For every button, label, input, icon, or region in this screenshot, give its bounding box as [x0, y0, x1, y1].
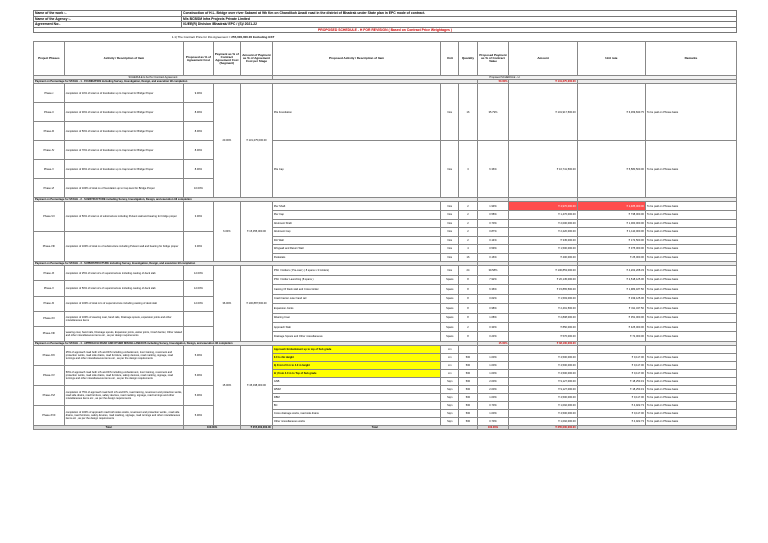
phase-cell: Phase-XI [34, 296, 65, 311]
proposed-pct-cell: 0.16% [477, 253, 509, 262]
unit-cell: Nos [441, 245, 459, 254]
proposed-pct-cell: 39.58% [477, 266, 509, 275]
section-title: Payment on Percentage for STAGE - 4 - APPROACH ROAD AND OTHER MISCELLANEOUS including Survey, Investigation, Design, and execution till completion [34, 341, 478, 345]
remarks-cell: To be paid on Phrase basis [645, 385, 736, 393]
qty-cell: 500 [459, 377, 477, 385]
unit-rate-cell: ₹ 5,580,500.00 [577, 141, 645, 198]
col-project-phases: Project Phases [34, 42, 65, 76]
col-unit: Unit [441, 42, 459, 76]
stage-pct-cell: 20.00% [213, 84, 240, 198]
unit-cell: Nos [441, 253, 459, 262]
unit-rate-cell: ₹ 311,437.50 [577, 304, 645, 313]
remarks-cell: To be paid on Phrase basis [645, 401, 736, 409]
proposed-item-cell: GSB [272, 377, 440, 385]
proposed-pct-cell: 0.62% [477, 294, 509, 303]
unit-cell: Sqm [441, 417, 459, 425]
unit-rate-cell: ₹ 2,485,000.00 [577, 202, 645, 211]
amount-cell: ₹ 400,000.00 [509, 253, 577, 262]
proposed-item-cell: Crash barrier outer hand rail [272, 294, 440, 303]
section-title: Payment on Percentage for STAGE - 1 - FOUNDATION including Survey, Investigation, Design, and execution till completion [34, 80, 478, 84]
proposed-pct-cell: 0.70% [477, 401, 509, 409]
unit-cell: Nos [441, 84, 459, 141]
proposed-pct-cell: 2.00% [477, 385, 509, 393]
proposed-item-cell: Abutment Cap [272, 228, 440, 237]
phase-cell: Phase-XIII [34, 326, 65, 341]
phase-cell: Phase-XII [34, 311, 65, 326]
activity-cell: completion of 70% of total no of foundation up to Cap level for Bridge Proper [64, 141, 183, 160]
unit-rate-cell: ₹ 4,922.73 [577, 417, 645, 425]
remarks-cell: To be paid on Phrase basis [645, 332, 736, 341]
activity-cell: completion of 25% of total no's of superstructure including casting of deck slab [64, 266, 183, 281]
remarks-cell: To be paid on Phrase basis [645, 84, 736, 141]
section-amount: ₹ 38,100,000.00 [509, 341, 577, 345]
amount-cell: ₹ 2,220,000.00 [509, 228, 577, 237]
remarks-cell: To be paid on Phrase basis [645, 141, 736, 198]
activity-cell: completion of 50% of total no's of superstructure including casting of deck slab [64, 281, 183, 296]
amount-cell: ₹ 2,808,000.00 [509, 313, 577, 322]
section-pct: 15.00% [477, 341, 509, 345]
phase-cell: Phase-III [34, 122, 65, 141]
qty-cell [459, 345, 477, 353]
qty-cell: 8 [459, 313, 477, 322]
activity-cell: completion of 30% of total no of foundation up to Cap level for Bridge Proper [64, 103, 183, 122]
proposed-pct-cell: 0.87% [477, 228, 509, 237]
remarks-cell: To be paid on Phrase basis [645, 409, 736, 417]
proposed-item-cell: Pier Shaft [272, 202, 440, 211]
qty-cell: 8 [459, 304, 477, 313]
proposed-item-cell: Pile Foundation [272, 84, 440, 141]
proposed-pct-cell: 0.23% [477, 332, 509, 341]
qty-cell: 500 [459, 393, 477, 401]
remarks-cell: To be paid on Phrase basis [645, 275, 736, 284]
proposed-pct-cell: 6.36% [477, 285, 509, 294]
remarks-cell: To be paid on Phrase basis [645, 245, 736, 254]
proposed-pct-cell: 0.70% [477, 219, 509, 228]
qty-cell: 2 [459, 228, 477, 237]
phase-pct-cell [184, 326, 214, 341]
amount-cell: ₹ 4,500,000.00 [509, 369, 577, 377]
amount-cell: ₹ 2,491,500.00 [509, 304, 577, 313]
col-proposed-pct: Proposed Payment as % of Contract Value [477, 42, 509, 76]
proposed-item-cell: iii ) from 4.0 m to Top of Sub grade [272, 369, 440, 377]
amount-cell: ₹ 20,145,000.00 [509, 275, 577, 284]
proposed-item-cell: Other miscellaneous works [272, 417, 440, 425]
proposed-pct-cell: 1.00% [477, 353, 509, 361]
total-pct: 100.00% [184, 425, 241, 429]
agency-label: Name of the Agency :- [34, 16, 182, 22]
unit-rate-cell: ₹ 72,000.00 [577, 332, 645, 341]
remarks-cell: To be paid on Phrase basis [645, 210, 736, 219]
amount-cell: ₹ 576,000.00 [509, 332, 577, 341]
phase-pct-cell: 8.00% [184, 122, 214, 141]
contract-price-value: 255,000,000.00 Excluding GST [231, 35, 275, 40]
qty-cell: 16 [459, 253, 477, 262]
phase-pct-cell: 8.00% [184, 160, 214, 179]
proposed-pct-cell: 2.00% [477, 377, 509, 385]
remarks-cell: To be paid on Phrase basis [645, 253, 736, 262]
col-unit-rate: Unit rate [577, 42, 645, 76]
activity-cell: completion of 100% of wearing coat, hand rails, Drainage spouts, expansion joints and other miscellaneous items [64, 311, 183, 326]
unit-rate-cell: ₹ 425,000.00 [577, 323, 645, 332]
unit-cell: Spans [441, 285, 459, 294]
stage-amount-cell: ₹ 15,355,000.00 [241, 202, 273, 262]
amount-cell: ₹ 1,476,000.00 [509, 210, 577, 219]
amount-cell: ₹ 9,127,000.00 [509, 377, 577, 385]
unit-rate-cell: ₹ 1,000,000.00 [577, 219, 645, 228]
header-table [33, 10, 737, 33]
amount-cell: ₹ 4,500,000.00 [509, 361, 577, 369]
unit-rate-cell [577, 345, 645, 353]
amount-cell: ₹ 345,000.00 [509, 236, 577, 245]
amount-cell: ₹ 4,500,000.00 [509, 393, 577, 401]
amount-cell: ₹ 850,000.00 [509, 323, 577, 332]
proposed-pct-cell: 35.79% [477, 84, 509, 141]
total-label: Total [34, 425, 184, 429]
stage-amount-cell: ₹ 131,275,000.00 [241, 84, 273, 198]
qty-cell: 2 [459, 210, 477, 219]
unit-cell: Nos [441, 141, 459, 198]
phase-pct-cell: 10.00% [184, 179, 214, 198]
proposed-item-cell: 0.0 to 2m Height [272, 353, 440, 361]
unit-rate-cell: ₹ 199,125.00 [577, 294, 645, 303]
phase-pct-cell: 8.00% [184, 141, 214, 160]
activity-cell: completion of 100% of total no's of superstructure including casting of deck slab [64, 296, 183, 311]
qty-cell: 2 [459, 202, 477, 211]
unit-rate-cell: ₹ 1,110,000.00 [577, 228, 645, 237]
col-activity: Activity / Description of Item [64, 42, 183, 76]
qty-cell: 16 [459, 84, 477, 141]
activity-cell: completion of 100% of total no of foundation up to Cap level for Bridge Proper [64, 179, 183, 198]
qty-cell: 8 [459, 275, 477, 284]
proposed-item-cell: BC [272, 401, 440, 409]
phase-pct-cell: 5.00% [184, 405, 214, 425]
qty-cell: 8 [459, 332, 477, 341]
unit-cell: Sqm [441, 385, 459, 393]
table-row [34, 345, 737, 347]
qty-cell: 2 [459, 323, 477, 332]
work-value: Construction of H.L. Bridge over river Sabarni at 9th Km on Chandikoh Anadi road in the district of Bhadrak under State plan in EPC mode of contract. [182, 11, 737, 17]
qty-cell: 500 [459, 361, 477, 369]
unit-rate-cell: ₹ 4,922.73 [577, 401, 645, 409]
qty-cell: 500 [459, 369, 477, 377]
qty-cell: 8 [459, 294, 477, 303]
phase-pct-cell: 9.00% [184, 84, 214, 103]
phase-pct-cell: 5.00% [184, 365, 214, 385]
schedule-proposed: Proposed SCHEDULE - H [272, 76, 736, 80]
unit-cell: cm [441, 369, 459, 377]
proposed-pct-cell: 0.98% [477, 304, 509, 313]
section-pct: 50.00% [477, 80, 509, 84]
unit-rate-cell: ₹ 9,117.00 [577, 409, 645, 417]
proposed-item-cell: Pedestals [272, 253, 440, 262]
phase-cell: Phase-XIV [34, 345, 65, 365]
proposed-item-cell: Wearing Coat [272, 313, 440, 322]
table-row [34, 202, 737, 206]
amount-cell: ₹ 9,127,000.00 [509, 385, 577, 393]
amount-cell: ₹ 15,865,500.00 [509, 285, 577, 294]
schedule-as-per: SCHEDULE H As Per Contract Agreement [34, 76, 273, 80]
section-title: Payment on Percentage for STAGE - 3 - SUPERSTRUCTURE including Survey, Investigation, Design, and execution till completion [34, 262, 478, 266]
total-amount: ₹ 255,000,000.00 [241, 425, 273, 429]
proposed-pct-cell: 1.00% [477, 369, 509, 377]
col-quantity: Quantity [459, 42, 477, 76]
stage-amount-cell: ₹ 45,038,000.00 [241, 345, 273, 425]
amount-cell: ₹ 1,593,000.00 [509, 294, 577, 303]
unit-rate-cell: ₹ 4,202,208.33 [577, 266, 645, 275]
proposed-total-amount: ₹ 255,000,000.00 [509, 425, 577, 429]
schedule-table [33, 41, 737, 430]
proposed-pct-cell: 1.00% [477, 361, 509, 369]
activity-cell: completion of 90% of total no of foundation up to Cap level for Bridge Proper [64, 160, 183, 179]
phase-pct-cell: 5.00% [184, 385, 214, 405]
total-blank [577, 425, 736, 429]
proposed-schedule-title: PROPOSED SCHEDULE - H FOR REVISION ( Based on Contract Price Weightages ) [34, 27, 737, 33]
unit-rate-cell: ₹ 18,253.19 [577, 377, 645, 385]
qty-cell: 500 [459, 409, 477, 417]
agreement-label: Agreement No:- [34, 22, 182, 28]
qty-cell: 2 [459, 219, 477, 228]
proposed-pct-cell: 0.59% [477, 245, 509, 254]
unit-rate-cell: ₹ 18,253.19 [577, 385, 645, 393]
table-row [34, 266, 737, 268]
agreement-value: 01/EE(R) Division /Bhadrak/ EPC / (S)/ 2021-22 [182, 22, 737, 28]
phase-pct-cell: 12.00% [184, 266, 214, 281]
unit-rate-cell: ₹ 1,983,187.50 [577, 285, 645, 294]
proposed-item-cell: WMM [272, 385, 440, 393]
stage-amount-cell: ₹ 100,887,500.00 [241, 266, 273, 342]
col-proposed-activity: Proposed Activity / Description of Item [272, 42, 440, 76]
proposed-item-cell: PSC I Girder Launching (8 spans ) [272, 275, 440, 284]
qty-cell: 24 [459, 266, 477, 275]
col-amount-stage: Amount of Payment as % of Agreement Cost per Stage [241, 42, 273, 76]
proposed-item-cell: b) From 2.0 m to 4.0 m height [272, 361, 440, 369]
phase-pct-cell: 8.00% [184, 103, 214, 122]
table-row [34, 141, 737, 151]
unit-cell: Nos [441, 202, 459, 211]
unit-rate-cell: ₹ 9,117.00 [577, 369, 645, 377]
remarks-cell: To be paid on Phrase basis [645, 228, 736, 237]
proposed-item-cell: Cross drainage works, road side drains [272, 409, 440, 417]
amount-cell: ₹ 4,970,000.00 [509, 202, 577, 211]
phase-pct-cell [184, 311, 214, 326]
phase-pct-cell: 12.00% [184, 281, 214, 296]
phase-pct-cell: 3.00% [184, 202, 214, 232]
unit-rate-cell: ₹ 375,000.00 [577, 245, 645, 254]
unit-rate-cell: ₹ 9,117.00 [577, 361, 645, 369]
qty-cell: 2 [459, 236, 477, 245]
unit-cell: Spans [441, 332, 459, 341]
remarks-cell: To be paid on Phrase basis [645, 417, 736, 425]
unit-cell: Nos [441, 228, 459, 237]
activity-cell: completion of 50% of total no of substructure including Pulvent wall and bearing for bridge proper [64, 202, 183, 232]
agency-value: M/s BCBSM Infra Projects Private Limited [182, 16, 737, 22]
col-amount: Amount [509, 42, 577, 76]
proposed-pct-cell [477, 345, 509, 353]
activity-cell: completion of 50% of total no of foundation up to Cap level for Bridge Proper [64, 122, 183, 141]
amount-cell: ₹ 16,741,500.00 [509, 141, 577, 198]
proposed-item-cell: Pier Cap [272, 210, 440, 219]
proposed-total-label: Total [272, 425, 477, 429]
phase-cell: Phase-IX [34, 266, 65, 281]
proposed-item-cell: Expansion Joints [272, 304, 440, 313]
proposed-pct-cell: 0.14% [477, 236, 509, 245]
activity-cell: completion of 100% of total no of substructure including Pulvent wall and bearing for bridge proper [64, 232, 183, 262]
remarks-cell: To be paid on Phrase basis [645, 323, 736, 332]
phase-cell: Phase-II [34, 103, 65, 122]
remarks-cell: To be paid on Phrase basis [645, 236, 736, 245]
unit-rate-cell: ₹ 2,518,125.00 [577, 275, 645, 284]
proposed-pct-cell: 0.58% [477, 210, 509, 219]
remarks-cell: To be paid on Phrase basis [645, 313, 736, 322]
phase-pct-cell: 12.00% [184, 296, 214, 311]
unit-cell: Spans [441, 275, 459, 284]
remarks-cell: To be paid on Phrase basis [645, 304, 736, 313]
unit-cell: Spans [441, 294, 459, 303]
proposed-item-cell: Casting Of Deck slab and Cross Girder [272, 285, 440, 294]
unit-cell: Nos [441, 210, 459, 219]
amount-cell: ₹ 4,500,000.00 [509, 409, 577, 417]
activity-cell: completion of 100% of approach road both sides works, revetment and protection works , road side drains, road furniture, safety devices, road marking, signage, road turnings and other miscellaneous items etc , as per the design requirements [64, 405, 183, 425]
unit-rate-cell: ₹ 9,117.00 [577, 393, 645, 401]
qty-cell: 3 [459, 141, 477, 198]
table-row [34, 385, 737, 387]
remarks-cell [645, 345, 736, 353]
remarks-cell: To be paid on Phrase basis [645, 285, 736, 294]
col-wt-agreement: Payment as % of Contract Agreement Cost (Segment) [213, 42, 240, 76]
contract-price-label: 1.1) The Contract Price for this Agreement = [171, 35, 231, 40]
unit-cell: Nos [441, 266, 459, 275]
qty-cell: 500 [459, 417, 477, 425]
unit-cell: Nos [441, 219, 459, 228]
unit-rate-cell: ₹ 25,000.00 [577, 253, 645, 262]
phase-cell: Phase-I [34, 84, 65, 103]
unit-rate-cell: ₹ 172,500.00 [577, 236, 645, 245]
proposed-pct-cell: 6.36% [477, 141, 509, 198]
phase-pct-cell: 3.00% [184, 232, 214, 262]
table-row [34, 84, 737, 94]
proposed-item-cell: Pile Cap [272, 141, 440, 198]
amount-cell: ₹ 4,500,000.00 [509, 353, 577, 361]
amount-cell [509, 345, 577, 353]
remarks-cell: To be paid on Phrase basis [645, 202, 736, 211]
phase-pct-cell: 5.00% [184, 345, 214, 365]
proposed-pct-cell: 1.08% [477, 313, 509, 322]
activity-cell: 25% of approach road both L/S and R/S including embankment, river training, revetment and protection works, road side drains, road furniture, safety devices, road marking, signage, road turnings and other miscellaneous items etc , as per the design requirements [64, 345, 183, 365]
qty-cell: 8 [459, 285, 477, 294]
activity-cell: completion of 75% of approach road both L/S and R/S, road training, revetment and protection works, road side drains, road furniture, safety devices, road marking, signage, road turnings and other miscellaneous items etc , as per the design requirements [64, 385, 183, 405]
col-proposed-wt: Proposed as % of Agreement Cost [184, 42, 214, 76]
phase-cell: Phase-IV [34, 141, 65, 160]
phase-cell: Phase-VII [34, 202, 65, 232]
unit-cell: Sqm [441, 393, 459, 401]
phase-cell: Phase-VIII [34, 232, 65, 262]
unit-cell: cm [441, 345, 459, 353]
unit-cell: Spans [441, 304, 459, 313]
stage-pct-cell: 15.00% [213, 345, 240, 425]
remarks-cell: To be paid on Phrase basis [645, 219, 736, 228]
amount-cell: ₹ 100,853,000.00 [509, 266, 577, 275]
remarks-cell: To be paid on Phrase basis [645, 369, 736, 377]
stage-pct-cell: 36.00% [213, 266, 240, 342]
phase-cell: Phase-X [34, 281, 65, 296]
unit-rate-cell: ₹ 351,000.00 [577, 313, 645, 322]
amount-cell: ₹ 1,092,000.00 [509, 417, 577, 425]
remarks-cell: To be paid on Phrase basis [645, 353, 736, 361]
amount-cell: ₹ 1,500,000.00 [509, 245, 577, 254]
phase-cell: Phase-XVII [34, 405, 65, 425]
phase-cell: Phase-XV [34, 365, 65, 385]
unit-cell: Sqm [441, 409, 459, 417]
proposed-pct-cell: 1.00% [477, 393, 509, 401]
section-amount: ₹ 131,275,000.00 [509, 80, 577, 84]
activity-cell: completion of 10% of total no of foundation up to Cap level for Bridge Proper [64, 84, 183, 103]
qty-cell: 500 [459, 385, 477, 393]
contract-price [123, 35, 323, 39]
proposed-pct-cell: 1.00% [477, 409, 509, 417]
work-label: Name of the work :- [34, 11, 182, 17]
unit-cell: Sqm [441, 377, 459, 385]
unit-cell: cm [441, 361, 459, 369]
proposed-pct-cell: 0.70% [477, 417, 509, 425]
remarks-cell: To be paid on Phrase basis [645, 393, 736, 401]
remarks-cell: To be paid on Phrase basis [645, 294, 736, 303]
phase-cell: Phase-XVI [34, 385, 65, 405]
amount-cell: ₹ 1,092,000.00 [509, 401, 577, 409]
unit-cell: Spans [441, 323, 459, 332]
unit-cell: Nos [441, 236, 459, 245]
proposed-item-cell: DBM [272, 393, 440, 401]
remarks-cell: To be paid on Phrase basis [645, 377, 736, 385]
phase-cell: Phase-V [34, 160, 65, 179]
unit-rate-cell: ₹ 6,369,843.75 [577, 84, 645, 141]
proposed-total-pct: 100.00% [477, 425, 509, 429]
phase-cell: Phase-VI [34, 179, 65, 198]
proposed-pct-cell: 1.99% [477, 202, 509, 211]
amount-cell: ₹ 101,917,500.00 [509, 84, 577, 141]
section-title: Payment on Percentage for STAGE - 2 - SUBSTRUCTURE including Survey, Investigation, Design, and execution till completion [34, 198, 478, 202]
totals-row [34, 425, 737, 429]
proposed-item-cell: Wingwall and Return Wall [272, 245, 440, 254]
unit-cell: cm [441, 353, 459, 361]
proposed-item-cell: PSC I Girders ( Pre-cast ) ( 8 spans x 3 Girders) [272, 266, 440, 275]
qty-cell: 500 [459, 401, 477, 409]
remarks-cell: To be paid on Phrase basis [645, 266, 736, 275]
unit-cell: Spans [441, 313, 459, 322]
spreadsheet [33, 10, 737, 430]
unit-rate-cell: ₹ 738,000.00 [577, 210, 645, 219]
proposed-item-cell: Drainage Spouts and Other miscellaneous [272, 332, 440, 341]
qty-cell: 4 [459, 245, 477, 254]
column-header-row [34, 42, 737, 76]
proposed-pct-cell: 0.33% [477, 323, 509, 332]
activity-cell: 50% of approach road both L/S and R/S including embankment, river training, revetment and protection works, road side drains, road furniture, safety devices, road marking, signage, road turnings and other miscellaneous items etc , as per the design requirements [64, 365, 183, 385]
unit-rate-cell: ₹ 9,117.00 [577, 353, 645, 361]
proposed-item-cell: Dirt Wall [272, 236, 440, 245]
activity-cell: wearing coat, hand rails, Drainage spouts, Expansion joints, wetter joints, Crash barrier, Other related and other miscellaneous items etc , as per design requirements [64, 326, 183, 341]
amount-cell: ₹ 2,000,000.00 [509, 219, 577, 228]
proposed-pct-cell: 7.92% [477, 275, 509, 284]
proposed-item-cell: Approach Slab [272, 323, 440, 332]
col-remarks: Remarks [645, 42, 736, 76]
proposed-item-cell: Abutment Shaft [272, 219, 440, 228]
proposed-item-cell: Approach Embankment up to top of Sub grade [272, 345, 440, 353]
stage-pct-cell: 6.00% [213, 202, 240, 262]
unit-cell: Sqm [441, 401, 459, 409]
remarks-cell: To be paid on Phrase basis [645, 361, 736, 369]
qty-cell: 500 [459, 353, 477, 361]
